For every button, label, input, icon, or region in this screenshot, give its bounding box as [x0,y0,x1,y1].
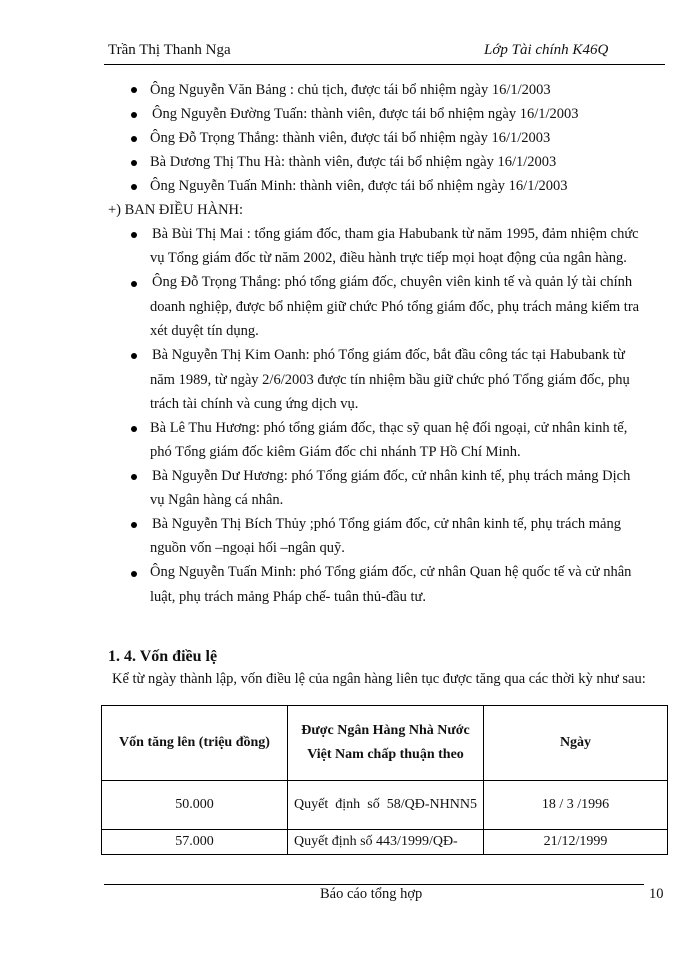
page-number: 10 [649,886,664,902]
bullet-icon [131,87,137,93]
list-item-line: vụ Ngân hàng cá nhân. [150,492,284,508]
table-cell-date: 21/12/1999 [484,830,668,855]
table-header-cell: Vốn tăng lên (triệu đồng) [102,706,288,781]
list-item-line: xét duyệt tín dụng. [150,323,259,339]
header-author: Trần Thị Thanh Nga [108,42,231,58]
list-item-line: Bà Nguyễn Thị Bích Thủy ;phó Tổng giám đốc, cử nhân kinh tế, phụ trách mảng [152,516,621,532]
list-item: Ông Đỗ Trọng Thắng: thành viên, được tái bổ nhiệm ngày 16/1/2003 [150,130,551,146]
table-header-row [102,706,668,781]
list-item-line: Ông Nguyễn Tuấn Minh: phó Tổng giám đốc, cử nhân Quan hệ quốc tế và cử nhân [150,564,632,580]
table-cell-capital: 57.000 [102,830,288,855]
bullet-icon [131,184,137,190]
section-intro: Kể từ ngày thành lập, vốn điều lệ của ngân hàng liên tục được tăng qua các thời kỳ như sau: [112,671,646,687]
list-item: Ông Nguyễn Đường Tuấn: thành viên, được tái bổ nhiệm ngày 16/1/2003 [152,106,579,122]
list-item-line: doanh nghiệp, được bổ nhiệm giữ chức Phó tổng giám đốc, phụ trách mảng kiểm tra [150,299,640,315]
table-cell-decision: Quyết định số 58/QĐ-NHNN5 [288,781,484,830]
list-item-line: Bà Nguyễn Thị Kim Oanh: phó Tổng giám đốc, bắt đầu công tác tại Habubank từ [152,347,625,363]
table-cell-date: 18 / 3 /1996 [484,781,668,830]
list-item-line: Ông Đỗ Trọng Thắng: phó tổng giám đốc, chuyên viên kinh tế và quản lý tài chính [152,274,633,290]
bullet-icon [131,232,137,238]
header-class: Lớp Tài chính K46Q [484,42,609,58]
table-header-cell: Được Ngân Hàng Nhà Nước Việt Nam chấp thuận theo [288,706,484,781]
table-row [102,781,668,830]
table-header-cell: Ngày [484,706,668,781]
table-cell-decision: Quyết định số 443/1999/QĐ- [288,830,484,855]
exec-heading: +) BAN ĐIỀU HÀNH: [108,202,244,218]
bullet-icon [131,281,137,287]
bullet-icon [131,160,137,166]
bullet-icon [131,112,137,118]
list-item: Ông Nguyễn Tuấn Minh: thành viên, được tái bổ nhiệm ngày 16/1/2003 [150,178,568,194]
list-item: Ông Nguyễn Văn Bảng : chủ tịch, được tái bổ nhiệm ngày 16/1/2003 [150,82,551,98]
capital-table [101,705,668,855]
list-item-line: Bà Bùi Thị Mai : tổng giám đốc, tham gia Habubank từ năm 1995, đảm nhiệm chức [152,226,639,242]
bullet-icon [131,136,137,142]
list-item-line: Bà Nguyễn Dư Hương: phó Tổng giám đốc, cử nhân kinh tế, phụ trách mảng Dịch [152,468,631,484]
list-item-line: trách tài chính và cung ứng dịch vụ. [150,396,359,412]
section-title: 1. 4. Vốn điều lệ [108,648,218,665]
list-item-line: luật, phụ trách mảng Pháp chế- tuân thủ-đầu tư. [150,589,427,605]
bullet-icon [131,522,137,528]
list-item-line: vụ Tổng giám đốc từ năm 2002, điều hành trực tiếp mọi hoạt động của ngân hàng. [150,250,627,266]
footer-label: Báo cáo tổng hợp [320,886,423,902]
list-item-line: Bà Lê Thu Hương: phó tổng giám đốc, thạc sỹ quan hệ đối ngoại, cử nhân kinh tế, [150,420,628,436]
bullet-icon [131,426,137,432]
bullet-icon [131,474,137,480]
bullet-icon [131,353,137,359]
footer-rule [104,884,644,885]
list-item-line: năm 1989, từ ngày 2/6/2003 được tín nhiệm bầu giữ chức phó Tổng giám đốc, phụ [150,372,630,388]
table-cell-capital: 50.000 [102,781,288,830]
list-item-line: nguồn vốn –ngoại hối –ngân quỹ. [150,540,345,556]
bullet-icon [131,571,137,577]
list-item: Bà Dương Thị Thu Hà: thành viên, được tái bổ nhiệm ngày 16/1/2003 [150,154,557,170]
table-row [102,830,668,855]
list-item-line: phó Tổng giám đốc kiêm Giám đốc chi nhánh TP Hồ Chí Minh. [150,444,521,460]
header-rule [104,64,665,65]
